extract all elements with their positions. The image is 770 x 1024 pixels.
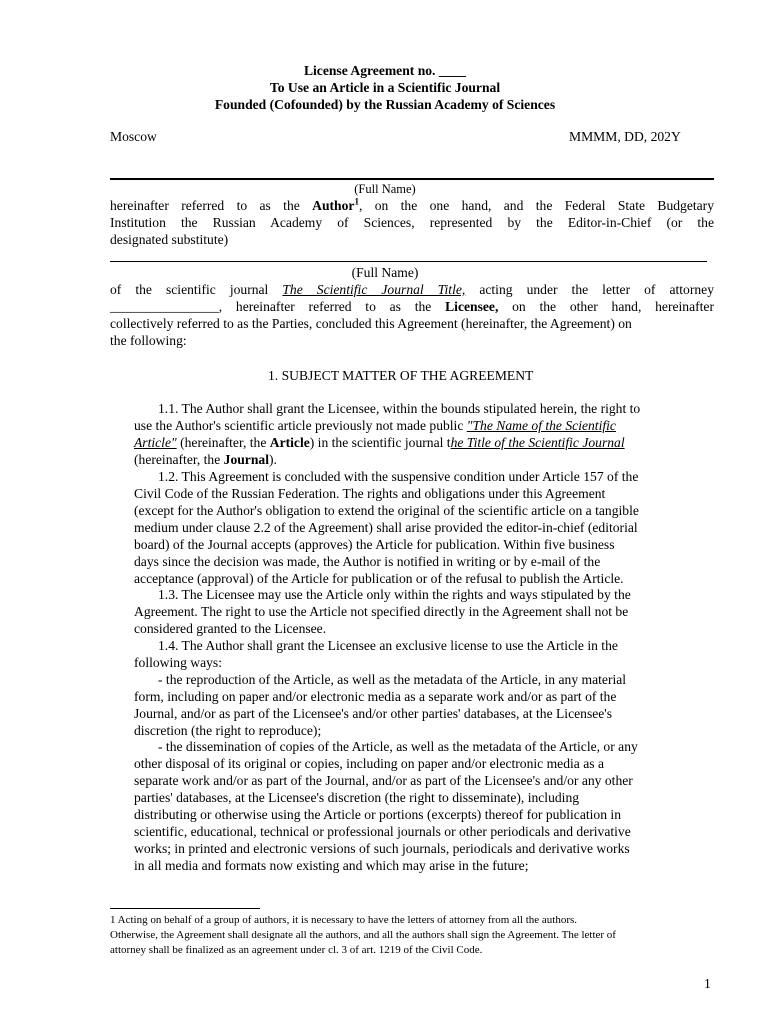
clause-1-2-line: (except for the Author's obligation to extend the original of the scientific article on a tangible [134, 503, 639, 518]
bullet-dissemination-line: in all media and formats now existing and which may arise in the future; [134, 858, 529, 873]
footnote-ref: 1 [354, 196, 359, 207]
clause-1-3-line: Agreement. The right to use the Article not specified directly in the Agreement shall not be [134, 604, 629, 619]
footnote-line: 1 Acting on behalf of a group of authors, it is necessary to have the letters of attorney from all the authors. [110, 914, 578, 926]
journal-title-placeholder: he Title of the Scientific Journal [450, 435, 625, 450]
clause-1-2-line: days since the decision was made, the Author is notified in writing or by e-mail of the [134, 554, 601, 569]
bullet-dissemination-line: parties' databases, at the Licensee's discretion (the right to disseminate), including [134, 790, 580, 805]
editor-name-line [110, 261, 707, 262]
article-name-placeholder: "The Name of the Scientific [466, 418, 616, 433]
agreement-subtitle: To Use an Article in a Scientific Journal [269, 80, 501, 95]
bullet-dissemination-line: other disposal of its original or copies, including on paper and/or electronic media as a [134, 756, 604, 771]
journal-paragraph-line-1: of the scientific journal The Scientific Journal Title, acting under the letter of attorney [110, 282, 715, 297]
clause-1-4-line: 1.4. The Author shall grant the Licensee an exclusive license to use the Article in the [158, 638, 618, 653]
bullet-reproduction-line: form, including on paper and/or electronic media as a separate work and/or as part of the [134, 689, 617, 704]
author-paragraph-line-3: designated substitute) [110, 232, 229, 247]
clause-1-2-line: Civil Code of the Russian Federation. The rights and obligations under this Agreement [134, 486, 606, 501]
full-name-label-editor: (Full Name) [351, 265, 419, 280]
clause-1-2-line: medium under clause 2.2 of the Agreement) shall arise provided the editor-in-chief (editorial [134, 520, 638, 535]
clause-1-1-line-4: (hereinafter, the Journal). [134, 452, 277, 467]
bullet-dissemination-line: works; in printed and electronic versions of such journals, periodicals and derivative works [134, 841, 630, 856]
journal-paragraph-line-2: ________________, hereinafter referred to as the Licensee, on the other hand, hereinafter [110, 299, 714, 314]
journal-paragraph-line-4: the following: [110, 333, 187, 348]
bullet-dissemination-line: scientific, educational, technical or professional journals or other periodicals and derivative [134, 824, 631, 839]
journal-title: The Scientific Journal Title, [282, 282, 466, 297]
author-paragraph-line-1: hereinafter referred to as the Author$^1$, on the one hand, and the Federal State Budgetary [110, 196, 714, 213]
clause-1-1-line-3: Article" (hereinafter, the Article) in the scientific journal the Title of the Scientific Journal [134, 435, 625, 450]
agreement-founder-line: Founded (Cofounded) by the Russian Academy of Sciences [214, 97, 556, 112]
full-name-label-author: (Full Name) [354, 182, 416, 196]
footnote-line: attorney shall be finalized as an agreement under cl. 3 of art. 1219 of the Civil Code. [110, 944, 483, 956]
place: Moscow [110, 129, 157, 144]
author-term: Author [312, 198, 355, 213]
clause-1-4-line: following ways: [134, 655, 222, 670]
clause-1-1-line-2: use the Author's scientific article previously not made public "The Name of the Scientific [134, 418, 616, 433]
author-paragraph-line-2: Institution the Russian Academy of Sciences, represented by the Editor-in-Chief (or the [110, 215, 714, 230]
page-number: 1 [704, 976, 711, 991]
clause-1-3-line: 1.3. The Licensee may use the Article only within the rights and ways stipulated by the [158, 587, 631, 602]
bullet-dissemination-line: separate work and/or as part of the Journal, and/or as part of the Licensee's and/or any other [134, 773, 633, 788]
bullet-dissemination-line: - the dissemination of copies of the Article, as well as the metadata of the Article, or any [158, 739, 638, 754]
clause-1-2-line: 1.2. This Agreement is concluded with the suspensive condition under Article 157 of the [158, 469, 639, 484]
footnote-line: Otherwise, the Agreement shall designate all the authors, and all the authors shall sign the Agreement. The letter of [110, 929, 616, 941]
licensee-term: Licensee, [445, 299, 499, 314]
clause-1-2-line: board) of the Journal accepts (approves) the Article for publication. Within five business [134, 537, 615, 552]
footnote-separator [110, 908, 260, 909]
clause-1-3-line: considered granted to the Licensee. [134, 621, 327, 636]
clause-1-1-line-1: 1.1. The Author shall grant the Licensee, within the bounds stipulated herein, the right to [158, 401, 641, 416]
bullet-reproduction-line: - the reproduction of the Article, as well as the metadata of the Article, in any material [158, 672, 627, 687]
date: MMMM, DD, 202Y [569, 129, 681, 144]
agreement-title: License Agreement no. ____ [303, 63, 467, 78]
author-name-line [110, 178, 714, 180]
section-1-heading: 1. SUBJECT MATTER OF THE AGREEMENT [268, 368, 534, 383]
bullet-reproduction-line: discretion (the right to reproduce); [134, 723, 322, 738]
bullet-dissemination-line: distributing or otherwise using the Article or portions (excerpts) thereof for publication in [134, 807, 621, 822]
bullet-reproduction-line: Journal, and/or as part of the Licensee's and/or other parties' databases, at the Licensee's [134, 706, 613, 721]
journal-paragraph-line-3: collectively referred to as the Parties, concluded this Agreement (hereinafter, the Agreement) on [110, 316, 632, 331]
clause-1-2-line: acceptance (approval) of the Article for publication or of the refusal to publish the Article. [134, 571, 624, 586]
